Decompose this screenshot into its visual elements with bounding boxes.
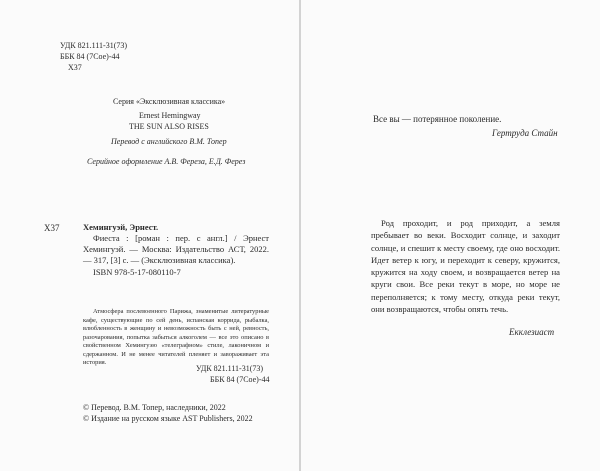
udk-code: УДК 821.111-31(73) xyxy=(60,41,128,50)
epigraph-2 xyxy=(371,217,560,315)
catalog-body: Фиеста : [роман : пер. с англ.] / Эрнест Хемингуэй. — Москва: Издательство АСТ, 2022. — 317, [3] с. — (Эксклюзивная классика). xyxy=(83,233,269,265)
epigraph-2-author: Екклезиаст xyxy=(509,327,555,337)
annotation xyxy=(83,308,269,368)
copyright-translation: © Перевод. В.М. Топер, наследники, 2022 xyxy=(83,403,226,412)
bbk-code-bottom: ББК 84 (7Сое)-44 xyxy=(210,375,270,384)
right-page xyxy=(301,0,600,471)
author-mark: Х37 xyxy=(68,63,82,72)
copyright-edition: © Издание на русском языке AST Publishers, 2022 xyxy=(83,414,253,423)
catalog-author-mark: Х37 xyxy=(44,223,60,233)
epigraph-1-author: Гертруда Стайн xyxy=(492,128,558,138)
left-page xyxy=(0,0,299,471)
catalog-heading: Хемингуэй, Эрнест. xyxy=(83,222,159,232)
catalog-card xyxy=(83,222,269,278)
annotation-text: Атмосфера послевоенного Парижа, знаменитые литературные кафе, существующие по сей день, испанская коррида, рыбалка, влюбленность в женщину и невозможность быть с ней, ревность, разочарования, попытка забыться алкоголем — все это описано в свойственном Хемингуэю «телеграфном» стиле, лаконичном и сдержанном. И не менее читателей пленяет и завораживает эта история. xyxy=(83,308,269,366)
isbn: ISBN 978-5-17-080110-7 xyxy=(93,267,181,277)
bbk-code: ББК 84 (7Сое)-44 xyxy=(60,52,120,61)
translation-credit: Перевод с английского В.М. Топер xyxy=(111,137,227,146)
series-name: Серия «Эксклюзивная классика» xyxy=(113,97,226,106)
udk-code-bottom: УДК 821.111-31(73) xyxy=(196,364,264,373)
design-credit: Серийное оформление А.В. Фереза, Е.Д. Ферез xyxy=(87,157,246,166)
original-author: Ernest Hemingway xyxy=(139,111,201,120)
original-title: THE SUN ALSO RISES xyxy=(129,122,209,131)
epigraph-1-text: Все вы — потерянное поколение. xyxy=(373,114,502,124)
epigraph-2-text: Род проходит, и род приходит, а земля пребывает во веки. Восходит солнце, и заходит солнце, и спешит к месту своему, где оно восходит. Идет ветер к югу, и переходит к северу, кружится, кружится на ходу своем, и возвращается ветер на круги свои. Все реки текут в море, но море не переполняется; к тому месту, откуда реки текут, они возвращаются, чтобы опять течь. xyxy=(371,218,560,315)
